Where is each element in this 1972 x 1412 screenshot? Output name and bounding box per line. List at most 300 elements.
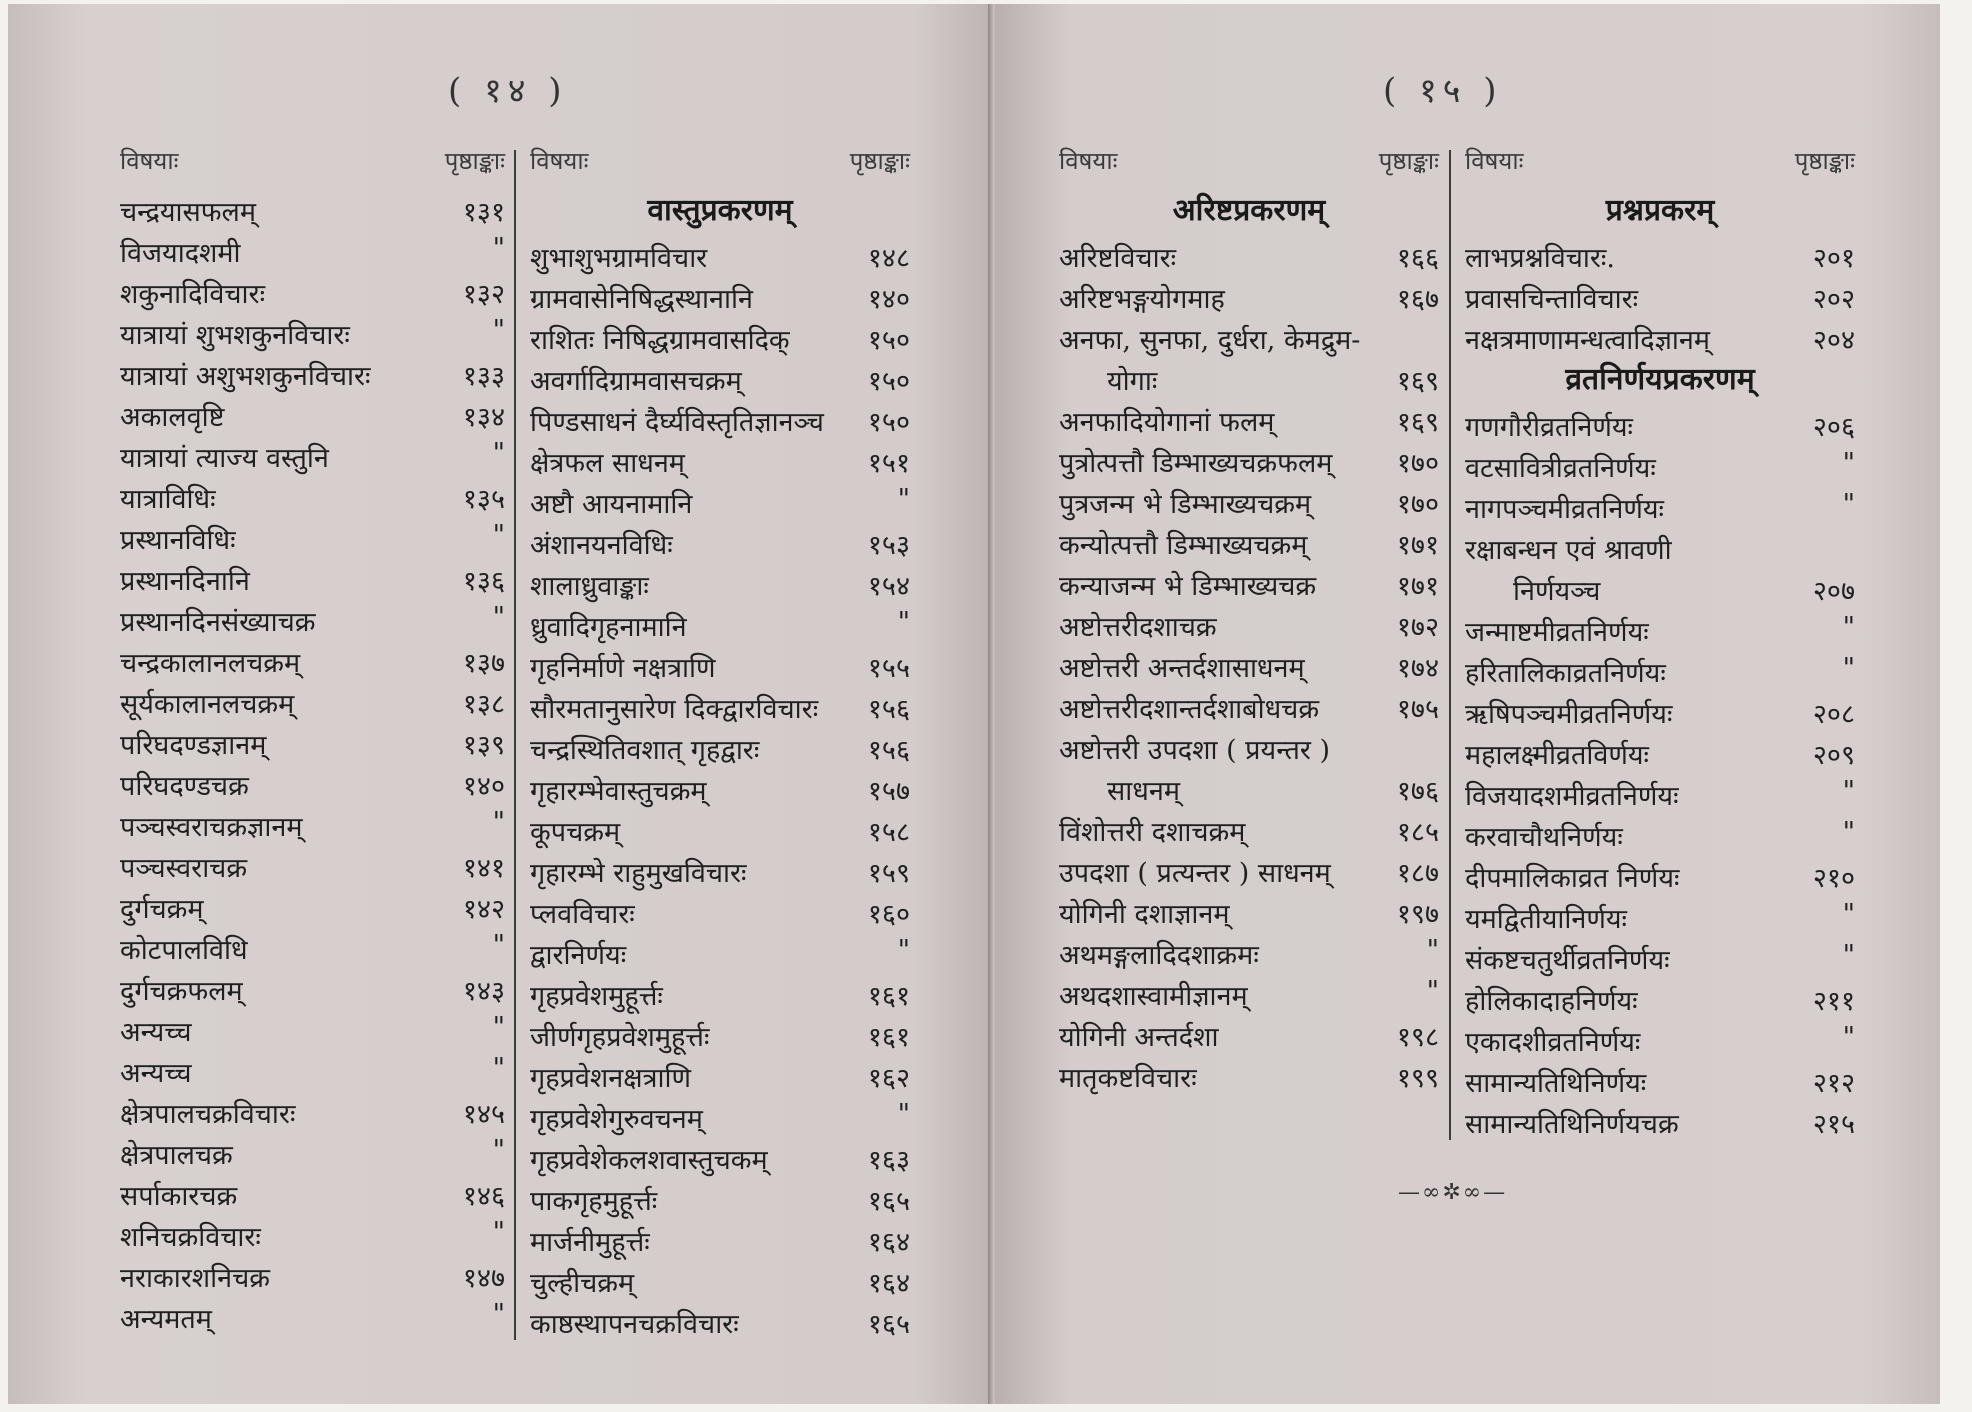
index-entry — [1465, 608, 1855, 649]
entry-topic: यात्रायां त्याज्य वस्तुनि — [120, 443, 329, 474]
entry-page: " — [1842, 817, 1855, 848]
index-entry — [120, 967, 505, 1008]
entry-page: १६४ — [867, 1268, 910, 1299]
index-entry — [120, 885, 505, 926]
index-entry — [120, 1295, 505, 1336]
index-entry — [530, 685, 910, 726]
entry-topic: रक्षाबन्धन एवं श्रावणी — [1465, 535, 1672, 566]
index-entry — [1465, 936, 1855, 977]
entry-page: " — [492, 1217, 505, 1248]
entry-topic: सूर्यकालानलचक्रम् — [120, 689, 295, 720]
entry-page: " — [1426, 935, 1439, 966]
subject-heading: विषयाः — [120, 147, 179, 175]
entry-topic: राशितः निषिद्धग्रामवासदिक् — [530, 325, 790, 356]
index-entry — [530, 439, 910, 480]
entry-page: २०९ — [1812, 740, 1855, 771]
entry-topic: विजयादशमी — [120, 238, 241, 269]
entry-page: १६२ — [867, 1063, 910, 1094]
index-entry — [1059, 1013, 1439, 1054]
entry-topic: गणगौरीव्रतनिर्णयः — [1465, 412, 1633, 443]
index-entry — [1465, 977, 1855, 1018]
entry-topic: अष्टौ आयनामानि — [530, 489, 693, 520]
index-column — [120, 144, 505, 1336]
entry-topic: यात्राविधिः — [120, 484, 216, 515]
entry-topic: नक्षत्रमाणामन्धत्वादिज्ञानम् — [1465, 325, 1711, 356]
entry-page: १३३ — [462, 361, 505, 392]
entry-topic: अकालवृष्टि — [120, 402, 225, 433]
entry-page: १६० — [867, 899, 910, 930]
entry-topic: गृहप्रवेशेगुरुवचनम् — [530, 1104, 703, 1135]
entry-page: १७१ — [1396, 571, 1439, 602]
entry-topic: काष्ठस्थापनचक्रविचारः — [530, 1309, 739, 1340]
index-entry — [1059, 521, 1439, 562]
index-entry — [1059, 234, 1439, 275]
entry-page: " — [1842, 899, 1855, 930]
entry-page: २०७ — [1812, 576, 1855, 607]
entry-topic: अथमङ्गलादिदशाक्रमः — [1059, 940, 1259, 971]
index-entry — [1059, 726, 1439, 767]
index-entry — [530, 767, 910, 808]
entry-topic: सर्पाकारचक्र — [120, 1181, 238, 1212]
index-entry — [1465, 526, 1855, 567]
index-entry — [530, 357, 910, 398]
subject-heading: विषयाः — [530, 147, 589, 175]
index-entry — [120, 1254, 505, 1295]
entry-topic: अष्टोत्तरी अन्तर्दशासाधनम् — [1059, 653, 1305, 684]
index-entry — [120, 1172, 505, 1213]
entry-topic: अरिष्टविचारः — [1059, 243, 1177, 274]
entry-page: २१२ — [1812, 1068, 1855, 1099]
page-heading: पृष्ठाङ्काः — [1378, 147, 1439, 175]
index-entry — [120, 1090, 505, 1131]
index-entry — [1465, 1018, 1855, 1059]
entry-topic: साधनम् — [1107, 776, 1180, 807]
index-entry — [1059, 1054, 1439, 1095]
entry-topic: गृहप्रवेशमुहूर्त्तः — [530, 981, 663, 1012]
entry-page: २१० — [1812, 863, 1855, 894]
entry-topic: गृहनिर्माणे नक्षत्राणि — [530, 653, 716, 684]
index-entry — [1059, 972, 1439, 1013]
index-entry — [530, 890, 910, 931]
entry-topic: परिघदण्डचक्र — [120, 771, 249, 802]
entry-topic: शनिचक्रविचारः — [120, 1222, 261, 1253]
index-entry — [530, 480, 910, 521]
entry-topic: अन्यच्च — [120, 1017, 192, 1048]
entry-page: २१५ — [1812, 1109, 1855, 1140]
index-entry — [1465, 444, 1855, 485]
column-header — [1059, 144, 1439, 188]
index-entry — [1059, 562, 1439, 603]
entry-topic: नागपञ्चमीव्रतनिर्णयः — [1465, 494, 1664, 525]
index-column — [530, 144, 910, 1341]
entry-topic: पाकगृहमुहूर्त्तः — [530, 1186, 658, 1217]
entry-topic: ऋषिपञ्चमीव्रतनिर्णयः — [1465, 699, 1673, 730]
index-entry — [1465, 485, 1855, 526]
entry-page: " — [897, 935, 910, 966]
index-entry — [120, 1131, 505, 1172]
entry-topic: दीपमालिकाव्रत निर्णयः — [1465, 863, 1680, 894]
index-entry — [530, 1177, 910, 1218]
index-entry — [1059, 808, 1439, 849]
entry-page: " — [492, 438, 505, 469]
entry-page: " — [492, 1135, 505, 1166]
index-entry — [1059, 890, 1439, 931]
index-entry — [1059, 644, 1439, 685]
entry-page: १४७ — [462, 1263, 505, 1294]
entry-page: १३२ — [462, 279, 505, 310]
entry-topic: प्रवासचिन्ताविचारः — [1465, 284, 1639, 315]
entry-page: " — [492, 1053, 505, 1084]
page-heading: पृष्ठाङ्काः — [1794, 147, 1855, 175]
entry-topic: गृहारम्भेवास्तुचक्रम् — [530, 776, 707, 807]
index-entry — [1059, 931, 1439, 972]
index-entry — [1059, 439, 1439, 480]
entry-topic: हरितालिकाव्रतनिर्णयः — [1465, 658, 1666, 689]
index-entry — [1059, 767, 1439, 808]
entry-topic: प्रस्थानदिनानि — [120, 566, 250, 597]
entry-topic: सामान्यतिथिनिर्णयः — [1465, 1068, 1647, 1099]
entry-topic: शुभाशुभग्रामविचार — [530, 243, 708, 274]
index-entry — [120, 721, 505, 762]
entry-page: १५७ — [867, 776, 910, 807]
page-heading: पृष्ठाङ्काः — [444, 147, 505, 175]
entry-topic: मातृकष्टविचारः — [1059, 1063, 1197, 1094]
entry-topic: दुर्गचक्रफलम् — [120, 976, 243, 1007]
index-entry — [1465, 813, 1855, 854]
entry-topic: जन्माष्टमीव्रतनिर्णयः — [1465, 617, 1649, 648]
entry-topic: कन्याजन्म भे डिम्भाख्यचक्र — [1059, 571, 1317, 602]
entry-topic: चन्द्रस्थितिवशात् गृहद्वारः — [530, 735, 760, 766]
open-book — [8, 4, 1940, 1404]
section-title: व्रतनिर्णयप्रकरणम् — [1565, 362, 1755, 397]
entry-page: १५६ — [867, 694, 910, 725]
entry-page: १६६ — [1396, 243, 1439, 274]
entry-topic: पिण्डसाधनं दैर्घ्यविस्तृतिज्ञानञ्च — [530, 407, 824, 438]
entry-page: १६९ — [1396, 407, 1439, 438]
entry-page: १५० — [867, 325, 910, 356]
index-entry — [1465, 234, 1855, 275]
entry-page: १६९ — [1396, 366, 1439, 397]
section-title: प्रश्नप्रकरम् — [1605, 193, 1715, 228]
index-entry — [1465, 403, 1855, 444]
entry-page: " — [492, 520, 505, 551]
entry-topic: शकुनादिविचारः — [120, 279, 266, 310]
entry-page: " — [492, 1012, 505, 1043]
index-entry — [530, 972, 910, 1013]
entry-page: " — [492, 807, 505, 838]
entry-page: १६४ — [867, 1227, 910, 1258]
entry-topic: वटसावित्रीव्रतनिर्णयः — [1465, 453, 1656, 484]
entry-topic: अरिष्टभङ्गयोगमाह — [1059, 284, 1225, 315]
entry-topic: यमद्वितीयानिर्णयः — [1465, 904, 1627, 935]
entry-topic: पुत्रोत्पत्तौ डिम्भाख्यचक्रफलम् — [1059, 448, 1333, 479]
entry-page: १३१ — [462, 197, 505, 228]
entry-topic: योगिनी अन्तर्दशा — [1059, 1022, 1219, 1053]
entry-topic: नराकारशनिचक्र — [120, 1263, 271, 1294]
entry-topic: करवाचौथनिर्णयः — [1465, 822, 1623, 853]
entry-topic: गृहारम्भे राहुमुखविचारः — [530, 858, 747, 889]
entry-topic: निर्णयञ्च — [1513, 576, 1601, 607]
index-entry — [1465, 854, 1855, 895]
entry-page: " — [1842, 448, 1855, 479]
entry-page: " — [1426, 976, 1439, 1007]
entry-topic: क्षेत्रपालचक्र — [120, 1140, 233, 1171]
index-entry — [120, 639, 505, 680]
index-entry — [120, 680, 505, 721]
index-entry — [1465, 772, 1855, 813]
index-entry — [120, 598, 505, 639]
index-entry — [120, 352, 505, 393]
entry-page: १६५ — [867, 1186, 910, 1217]
index-entry — [1059, 398, 1439, 439]
entry-topic: अनफादियोगानां फलम् — [1059, 407, 1275, 438]
entry-page: १३७ — [462, 648, 505, 679]
index-entry — [120, 844, 505, 885]
entry-page: " — [897, 607, 910, 638]
entry-page: १४१ — [462, 853, 505, 884]
entry-topic: विजयादशमीव्रतनिर्णयः — [1465, 781, 1679, 812]
entry-page: १४५ — [462, 1099, 505, 1130]
entry-page: १५८ — [867, 817, 910, 848]
entry-page: २११ — [1812, 986, 1855, 1017]
entry-page: " — [492, 930, 505, 961]
index-entry — [530, 1218, 910, 1259]
index-entry — [530, 316, 910, 357]
index-entry — [530, 644, 910, 685]
entry-topic: ग्रामवासेनिषिद्धस्थानानि — [530, 284, 753, 315]
entry-topic: प्रस्थानदिनसंख्याचक्र — [120, 607, 316, 638]
index-entry — [1465, 1059, 1855, 1100]
entry-page: २०१ — [1812, 243, 1855, 274]
entry-page: १५५ — [867, 653, 910, 684]
section-title: वास्तुप्रकरणम् — [647, 193, 793, 228]
index-entry — [530, 562, 910, 603]
entry-topic: प्लवविचारः — [530, 899, 635, 930]
index-entry — [1059, 275, 1439, 316]
entry-topic: अंशानयनविधिः — [530, 530, 673, 561]
entry-topic: गृहप्रवेशनक्षत्राणि — [530, 1063, 692, 1094]
index-entry — [530, 726, 910, 767]
entry-page: १७४ — [1396, 653, 1439, 684]
index-column — [1059, 144, 1439, 1095]
entry-topic: प्रस्थानविधिः — [120, 525, 236, 556]
index-entry — [120, 475, 505, 516]
index-entry — [1465, 731, 1855, 772]
entry-topic: अष्टोत्तरीदशान्तर्दशाबोधचक्र — [1059, 694, 1320, 725]
index-entry — [1059, 316, 1439, 357]
entry-page: " — [492, 315, 505, 346]
entry-topic: गृहप्रवेशेकलशवास्तुचकम् — [530, 1145, 768, 1176]
entry-topic: क्षेत्रफल साधनम् — [530, 448, 685, 479]
entry-page: १४३ — [462, 976, 505, 1007]
entry-page: " — [1842, 612, 1855, 643]
entry-topic: कन्योत्पत्तौ डिम्भाख्यचक्रम् — [1059, 530, 1308, 561]
index-entry — [1465, 316, 1855, 357]
entry-topic: शालाध्रुवाङ्काः — [530, 571, 649, 602]
index-entry — [1059, 357, 1439, 398]
index-entry — [530, 1054, 910, 1095]
entry-page: १९९ — [1396, 1063, 1439, 1094]
index-entry — [120, 393, 505, 434]
entry-page: १९८ — [1396, 1022, 1439, 1053]
index-entry — [1059, 603, 1439, 644]
index-entry — [530, 1136, 910, 1177]
entry-page: १५६ — [867, 735, 910, 766]
entry-topic: होलिकादाहनिर्णयः — [1465, 986, 1638, 1017]
entry-topic: अष्टोत्तरी उपदशा ( प्रयन्तर ) — [1059, 735, 1331, 766]
entry-page: १५० — [867, 407, 910, 438]
column-divider — [1449, 150, 1451, 1140]
subject-heading: विषयाः — [1465, 147, 1524, 175]
index-entry — [1059, 685, 1439, 726]
entry-page: १७० — [1396, 448, 1439, 479]
entry-page: " — [492, 1299, 505, 1330]
entry-topic: मार्जनीमुहूर्त्तः — [530, 1227, 650, 1258]
page-number: ( १५ ) — [1383, 71, 1503, 111]
entry-topic: अष्टोत्तरीदशाचक्र — [1059, 612, 1217, 643]
entry-page: २०८ — [1812, 699, 1855, 730]
index-entry — [120, 1008, 505, 1049]
index-entry — [530, 521, 910, 562]
page-number: ( १४ ) — [448, 71, 568, 111]
index-entry — [1465, 690, 1855, 731]
entry-page: १६१ — [867, 981, 910, 1012]
entry-page: १५३ — [867, 530, 910, 561]
entry-page: २०४ — [1812, 325, 1855, 356]
entry-page: " — [492, 602, 505, 633]
entry-page: १९७ — [1396, 899, 1439, 930]
entry-page: १५९ — [867, 858, 910, 889]
index-entry — [530, 234, 910, 275]
entry-page: १७० — [1396, 489, 1439, 520]
entry-page: १६३ — [867, 1145, 910, 1176]
entry-page: १६१ — [867, 1022, 910, 1053]
entry-page: १५० — [867, 366, 910, 397]
entry-topic: यात्रायां शुभशकुनविचारः — [120, 320, 350, 351]
entry-topic: अवर्गादिग्रामवासचक्रम् — [530, 366, 742, 397]
entry-page: " — [1842, 1022, 1855, 1053]
subject-heading: विषयाः — [1059, 147, 1118, 175]
column-divider — [514, 150, 516, 1340]
entry-page: १५१ — [867, 448, 910, 479]
index-entry — [120, 434, 505, 475]
section-title: अरिष्टप्रकरणम् — [1172, 193, 1326, 228]
entry-topic: यात्रायां अशुभशकुनविचारः — [120, 361, 371, 392]
entry-page: १४८ — [867, 243, 910, 274]
entry-page: १६७ — [1396, 284, 1439, 315]
entry-topic: चन्द्रकालानलचक्रम् — [120, 648, 301, 679]
index-entry — [120, 516, 505, 557]
index-entry — [1465, 1100, 1855, 1141]
entry-page: १४० — [867, 284, 910, 315]
entry-page: १३४ — [462, 402, 505, 433]
entry-topic: अन्यमतम् — [120, 1304, 212, 1335]
entry-page: १७५ — [1396, 694, 1439, 725]
entry-topic: अन्यच्च — [120, 1058, 192, 1089]
index-entry — [530, 849, 910, 890]
index-entry — [530, 808, 910, 849]
index-entry — [1059, 480, 1439, 521]
entry-page: १३६ — [462, 566, 505, 597]
ornament-divider: —∞✲∞— — [1398, 1180, 1508, 1205]
index-entry — [530, 1300, 910, 1341]
index-entry — [530, 931, 910, 972]
index-entry — [530, 1259, 910, 1300]
index-entry — [1465, 649, 1855, 690]
index-entry — [530, 398, 910, 439]
entry-topic: पुत्रजन्म भे डिम्भाख्यचक्रम् — [1059, 489, 1312, 520]
entry-topic: कूपचक्रम् — [530, 817, 621, 848]
entry-page: १४० — [462, 771, 505, 802]
entry-topic: पञ्चस्वराचक्र — [120, 853, 248, 884]
entry-page: " — [897, 1099, 910, 1130]
column-header — [530, 144, 910, 188]
index-column — [1465, 144, 1855, 1141]
entry-topic: अनफा, सुनफा, दुर्धरा, केमद्रुम- — [1059, 325, 1361, 356]
column-header — [120, 144, 505, 188]
entry-page: " — [1842, 489, 1855, 520]
index-entry — [120, 188, 505, 229]
entry-page: १३९ — [462, 730, 505, 761]
entry-page: १८५ — [1396, 817, 1439, 848]
entry-page: १३५ — [462, 484, 505, 515]
index-entry — [120, 557, 505, 598]
index-entry — [530, 1095, 910, 1136]
entry-topic: एकादशीव्रतनिर्णयः — [1465, 1027, 1641, 1058]
index-entry — [120, 926, 505, 967]
entry-topic: परिघदण्डज्ञानम् — [120, 730, 267, 761]
entry-page: १६५ — [867, 1309, 910, 1340]
entry-topic: उपदशा ( प्रत्यन्तर ) साधनम् — [1059, 858, 1331, 889]
entry-topic: ध्रुवादिगृहनामानि — [530, 612, 687, 643]
entry-topic: दुर्गचक्रम् — [120, 894, 204, 925]
entry-page: १४६ — [462, 1181, 505, 1212]
entry-page: १४२ — [462, 894, 505, 925]
entry-page: " — [897, 484, 910, 515]
index-entry — [120, 270, 505, 311]
entry-page: " — [1842, 776, 1855, 807]
entry-page: १७२ — [1396, 612, 1439, 643]
entry-topic: विंशोत्तरी दशाचक्रम् — [1059, 817, 1246, 848]
index-entry — [530, 603, 910, 644]
entry-topic: संकष्टचतुर्थीव्रतनिर्णयः — [1465, 945, 1670, 976]
entry-topic: योगिनी दशाज्ञानम् — [1059, 899, 1230, 930]
entry-page: " — [492, 233, 505, 264]
entry-topic: सौरमतानुसारेण दिक्द्वारविचारः — [530, 694, 819, 725]
entry-topic: महालक्ष्मीव्रतविर्णयः — [1465, 740, 1649, 771]
entry-topic: जीर्णगृहप्रवेशमुहूर्त्तः — [530, 1022, 710, 1053]
entry-page: १५४ — [867, 571, 910, 602]
index-entry — [1465, 895, 1855, 936]
index-entry — [1465, 567, 1855, 608]
index-entry — [120, 1213, 505, 1254]
entry-topic: क्षेत्रपालचक्रविचारः — [120, 1099, 296, 1130]
column-header — [1465, 144, 1855, 188]
left-page — [8, 4, 993, 1404]
index-entry — [1059, 849, 1439, 890]
index-entry — [120, 1049, 505, 1090]
entry-topic: द्वारनिर्णयः — [530, 940, 627, 971]
entry-topic: सामान्यतिथिनिर्णयचक्र — [1465, 1109, 1679, 1140]
entry-page: " — [1842, 653, 1855, 684]
index-entry — [120, 229, 505, 270]
index-entry — [1465, 275, 1855, 316]
entry-page: १३८ — [462, 689, 505, 720]
entry-topic: योगाः — [1107, 366, 1158, 397]
entry-page: १८७ — [1396, 858, 1439, 889]
entry-page: २०६ — [1812, 412, 1855, 443]
page-heading: पृष्ठाङ्काः — [849, 147, 910, 175]
